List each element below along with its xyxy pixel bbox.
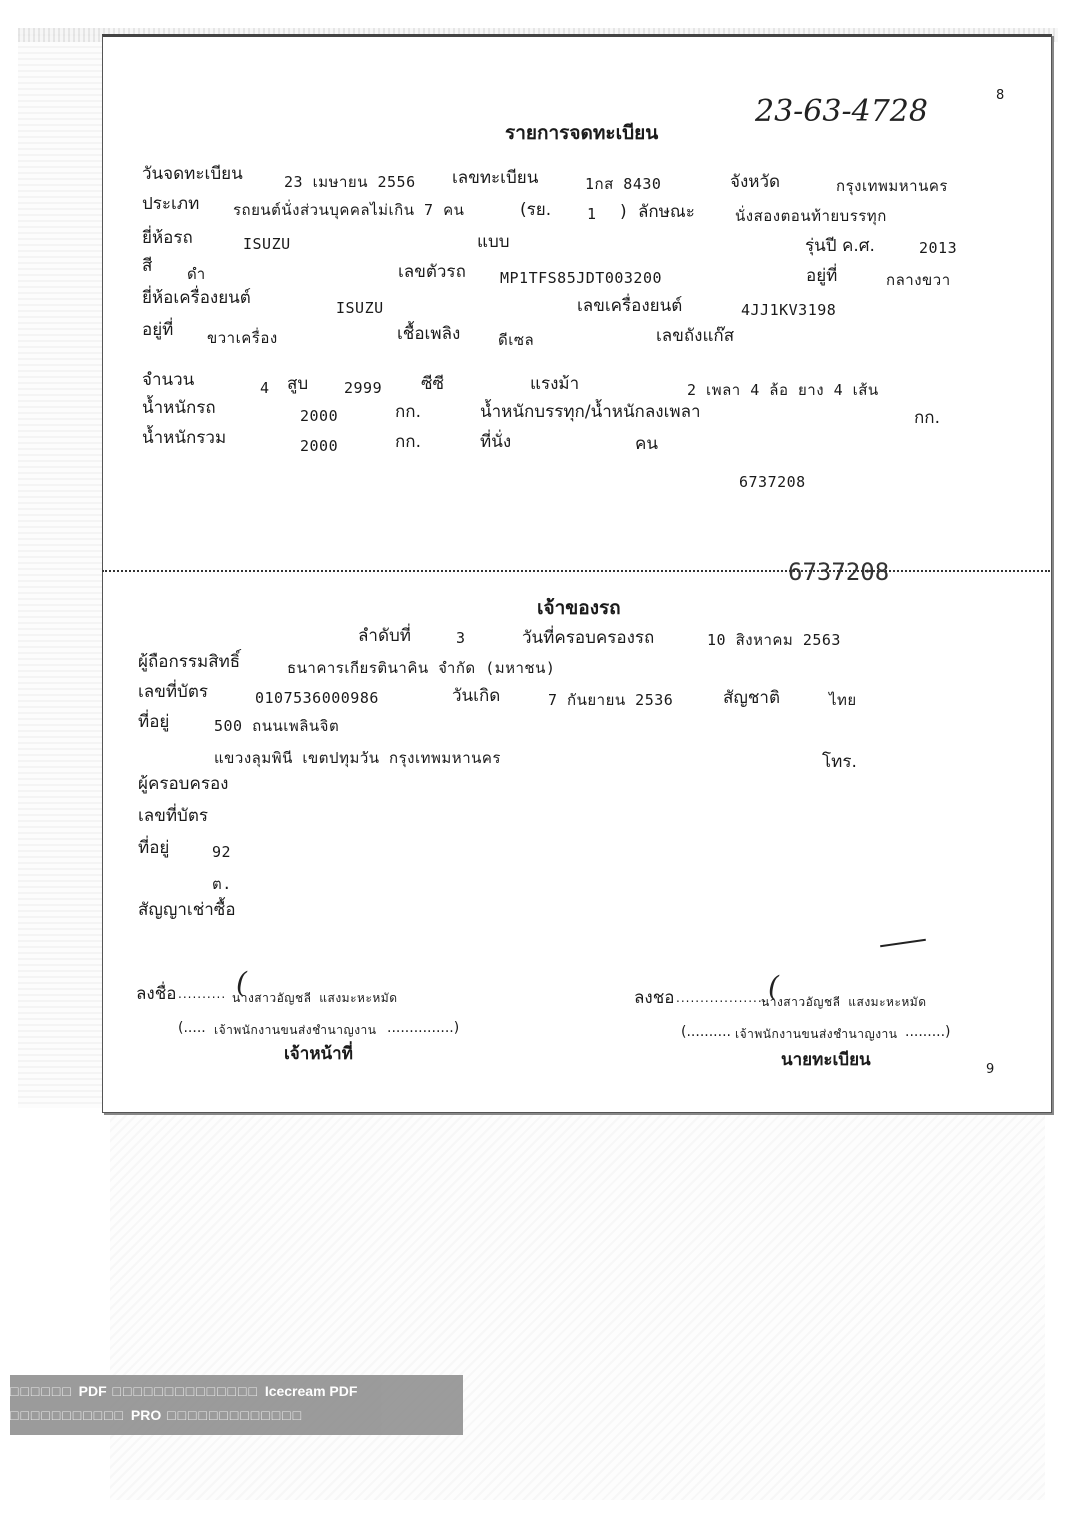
gross-weight-unit: กก. — [395, 432, 421, 452]
birth-value: 7 กันยายน 2536 — [548, 691, 674, 709]
year-value: 2013 — [919, 239, 958, 257]
gross-weight-label: น้ำหนักรวม — [142, 428, 227, 448]
left-handwritten-signature: ( — [236, 966, 247, 999]
card-label: เลขที่บัตร — [138, 682, 209, 702]
chassis-location-value: กลางขวา — [886, 271, 951, 289]
brand-label: ยี่ห้อรถ — [142, 228, 193, 248]
right-sign-dots: ................... — [676, 991, 768, 1005]
province-value: กรุงเทพมหานคร — [836, 177, 948, 195]
order-label: ลำดับที่ — [358, 626, 412, 646]
ry-close: ) — [620, 202, 627, 222]
possessor-label: ผู้ครอบครอง — [138, 774, 229, 794]
owner-title: เจ้าของรถ — [537, 597, 621, 619]
brand-value: ISUZU — [243, 235, 291, 253]
character-value: นั่งสองตอนท้ายบรรทุก — [735, 207, 887, 225]
address-line-1: 500 ถนนเพลินจิต — [214, 717, 340, 735]
ry-label: (รย. — [520, 200, 552, 220]
birth-label: วันเกิด — [452, 686, 501, 706]
watermark-line-2: □□□□□□□□□□□ PRO □□□□□□□□□□□□□ — [10, 1407, 304, 1423]
reg-date-label: วันจดทะเบียน — [142, 164, 243, 184]
load-label: น้ำหนักบรรทุก/น้ำหนักลงเพลา — [480, 402, 701, 422]
scan-shadow-left — [18, 28, 110, 1108]
holder-value: ธนาคารเกียรตินาคิน จำกัด (มหาชน) — [287, 659, 556, 677]
serial-number-large: 6737208 — [788, 558, 890, 586]
engine-brand-value: ISUZU — [336, 299, 384, 317]
cylinders-unit: สูบ — [287, 374, 309, 394]
watermark-pdf-text: PDF — [78, 1383, 107, 1399]
serial-number: 6737208 — [739, 473, 806, 491]
possessor-card-label: เลขที่บัตร — [138, 806, 209, 826]
left-position: เจ้าพนักงานขนส่งชำนาญงาน — [214, 1023, 377, 1037]
engine-location-label: อยู่ที่ — [142, 320, 174, 340]
possess-date-label: วันที่ครอบครองรถ — [522, 628, 655, 648]
registration-title: รายการจดทะเบียน — [505, 122, 659, 144]
chassis-location-label: อยู่ที่ — [806, 266, 838, 286]
scan-shadow-lower — [110, 1110, 1045, 1500]
order-value: 3 — [456, 629, 466, 647]
gross-weight-value: 2000 — [300, 437, 339, 455]
cylinders-value: 4 — [260, 379, 270, 397]
possessor-address-label: ที่อยู่ — [138, 838, 170, 858]
section-divider — [102, 570, 1050, 572]
left-signer-name: นางสาวอัญชลี แสงมะหะหมัด — [232, 991, 398, 1005]
seats-unit: คน — [635, 434, 658, 454]
fuel-value: ดีเซล — [498, 331, 535, 349]
possessor-address-extra: ต. — [212, 875, 232, 893]
pdf-watermark-banner — [10, 1375, 463, 1435]
nationality-value: ไทย — [829, 691, 857, 709]
engine-brand-label: ยี่ห้อเครื่องยนต์ — [142, 288, 251, 308]
address-line-2: แขวงลุมพินี เขตปทุมวัน กรุงเทพมหานคร — [214, 749, 501, 767]
page-number-bottom: 9 — [986, 1062, 995, 1077]
handwritten-reference: 23-63-4728 — [755, 94, 928, 129]
card-value: 0107536000986 — [255, 689, 379, 707]
engine-number-label: เลขเครื่องยนต์ — [577, 296, 683, 316]
color-value: ดำ — [187, 265, 206, 283]
watermark-pro-text: PRO — [130, 1407, 162, 1423]
chassis-label: เลขตัวรถ — [398, 262, 466, 282]
right-position-close: .........) — [905, 1024, 951, 1040]
possess-date-value: 10 สิงหาคม 2563 — [707, 631, 841, 649]
character-label: ลักษณะ — [638, 202, 695, 222]
weight-value: 2000 — [300, 407, 339, 425]
engine-number-value: 4JJ1KV3198 — [741, 301, 837, 319]
left-sign-dots: .......... — [178, 987, 227, 1001]
plate-label: เลขทะเบียน — [452, 168, 539, 188]
right-signer-name: นางสาวอัญชลี แสงมะหะหมัด — [761, 995, 927, 1009]
page-number-top: 8 — [996, 88, 1005, 103]
province-label: จังหวัด — [730, 172, 781, 192]
right-position: เจ้าพนักงานขนส่งชำนาญงาน — [735, 1027, 898, 1041]
horsepower-label: แรงม้า — [530, 374, 580, 394]
watermark-brand-text: Icecream PDF — [264, 1383, 358, 1399]
plate-value: 1กส 8430 — [585, 175, 662, 193]
fuel-label: เชื้อเพลิง — [397, 324, 461, 344]
possessor-address-value: 92 — [212, 843, 232, 861]
reg-date-value: 23 เมษายน 2556 — [284, 173, 416, 191]
year-label: รุ่นปี ค.ศ. — [805, 236, 875, 256]
axles-value: 2 เพลา 4 ล้อ ยาง 4 เส้น — [687, 381, 879, 399]
cc-unit: ซีซี — [421, 374, 445, 394]
cc-value: 2999 — [344, 379, 383, 397]
nationality-label: สัญชาติ — [723, 688, 780, 708]
type-label: ประเภท — [142, 194, 200, 214]
left-position-close: ...............) — [387, 1020, 460, 1036]
right-handwritten-signature: ( — [768, 970, 779, 1003]
left-role: เจ้าหน้าที่ — [284, 1044, 353, 1064]
watermark-line-1: □□□□□□ PDF □□□□□□□□□□□□□□ Icecream PDF — [10, 1383, 358, 1399]
seats-label: ที่นั่ง — [480, 432, 512, 452]
chassis-value: MP1TFS85JDT003200 — [500, 269, 663, 287]
ry-value: 1 — [587, 205, 597, 223]
gas-tank-label: เลขถังแก๊ส — [656, 326, 735, 346]
load-unit: กก. — [914, 408, 940, 428]
address-label: ที่อยู่ — [138, 712, 170, 732]
type-value: รถยนต์นั่งส่วนบุคคลไม่เกิน 7 คน — [233, 201, 465, 219]
count-label: จำนวน — [142, 370, 195, 390]
holder-label: ผู้ถือกรรมสิทธิ์ — [138, 652, 241, 672]
model-label: แบบ — [477, 232, 510, 252]
left-sign-label: ลงชื่อ — [136, 984, 177, 1004]
weight-label: น้ำหนักรถ — [142, 398, 216, 418]
color-label: สี — [142, 256, 153, 276]
phone-label: โทร. — [822, 752, 857, 772]
lease-label: สัญญาเช่าซื้อ — [138, 900, 236, 920]
left-position-open: (..... — [178, 1020, 206, 1036]
right-role: นายทะเบียน — [781, 1050, 871, 1070]
right-sign-label: ลงชอ — [634, 988, 675, 1008]
right-position-open: (.......... — [681, 1024, 731, 1040]
weight-unit: กก. — [395, 402, 421, 422]
engine-location-value: ขวาเครื่อง — [207, 329, 278, 347]
